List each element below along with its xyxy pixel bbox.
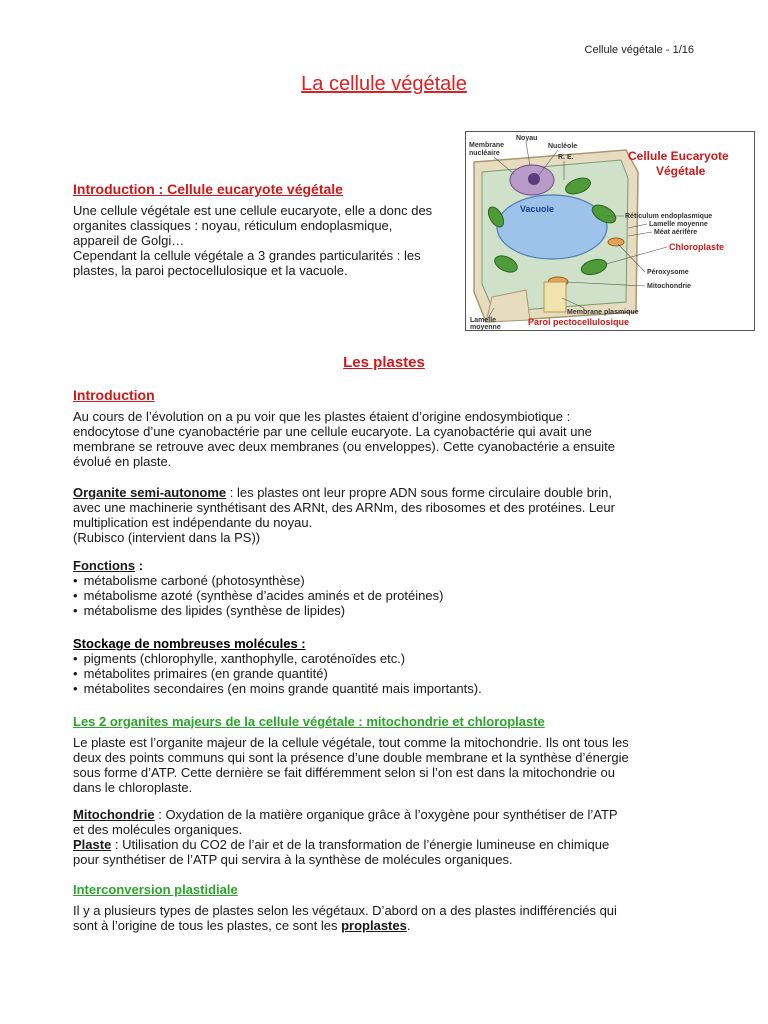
intro-line: Une cellule végétale est une cellule eucaryote, elle a donc des <box>73 203 433 218</box>
proplastes-term: proplastes <box>341 918 407 933</box>
semi-autonome-line: (Rubisco (intervient dans la PS)) <box>73 530 261 545</box>
stockage-item: • métabolites primaires (en grande quantité) <box>73 666 693 681</box>
organites-line: Le plaste est l’organite majeur de la cellule végétale, tout comme la mitochondrie. Ils ont tous les <box>73 735 629 750</box>
label-re: R. E. <box>558 154 574 161</box>
label-mitochondrie: Mitochondrie <box>647 283 691 290</box>
intro-line: plastes, la paroi pectocellulosique et la vacuole. <box>73 263 348 278</box>
fonctions-heading-suffix: : <box>135 558 144 573</box>
fonctions-list <box>73 573 693 618</box>
membrane-plasmique-shape <box>544 282 566 312</box>
fonctions-item: • métabolisme des lipides (synthèse de lipides) <box>73 603 693 618</box>
label-noyau: Noyau <box>516 135 538 142</box>
intro-line: organites classiques : noyau, réticulum endoplasmique, <box>73 218 393 233</box>
stockage-heading: Stockage de nombreuses molécules : <box>73 636 306 651</box>
stockage-item: • métabolites secondaires (en moins grande quantité mais importants). <box>73 681 693 696</box>
stockage-section <box>73 636 693 696</box>
mito-plaste-section <box>73 807 713 867</box>
mito-line: et des molécules organiques. <box>73 822 243 837</box>
label-lamelle-r: Lamelle moyenne <box>649 221 708 228</box>
fonctions-item: • métabolisme carboné (photosynthèse) <box>73 573 693 588</box>
semi-autonome-term: Organite semi-autonome <box>73 485 227 500</box>
organites-line: sous forme d’ATP. Cette dernière se fait différemment selon si l’on est dans la mitochondrie ou <box>73 765 615 780</box>
label-membrane-plasmique: Membrane plasmique <box>567 309 639 316</box>
semi-autonome-first-line <box>73 485 693 500</box>
intro-line: appareil de Golgi… <box>73 233 185 248</box>
plaste-term: Plaste <box>73 837 112 852</box>
label-reticulum: Réticulum endoplasmique <box>625 213 713 220</box>
mito-text: : Oxydation de la matière organique grâce à l’oxygène pour synthétiser de l’ATP <box>154 807 618 822</box>
interconversion-end: . <box>406 918 411 933</box>
interconversion-line-2 <box>73 918 713 933</box>
organites-heading: Les 2 organites majeurs de la cellule végétale : mitochondrie et chloroplaste <box>73 714 545 729</box>
nucleolus-shape <box>528 173 540 185</box>
plastes-intro-heading: Introduction <box>73 387 155 403</box>
label-lamelle-l2: moyenne <box>470 324 501 330</box>
label-lamelle-l1: Lamelle <box>470 317 497 324</box>
fonctions-heading-line <box>73 558 693 573</box>
semi-autonome-section <box>73 485 693 545</box>
label-paroi: Paroi pectocellulosique <box>528 317 630 327</box>
organites-section <box>73 714 713 795</box>
figure-title-line2: Végétale <box>656 164 706 178</box>
label-meat: Méat aérifère <box>654 229 698 236</box>
cell-diagram-drawing <box>466 132 754 330</box>
fonctions-heading: Fonctions <box>73 558 136 573</box>
semi-autonome-line: multiplication est indépendante du noyau. <box>73 515 313 530</box>
intro-section <box>73 182 468 278</box>
plaste-line: pour synthétiser de l’ATP qui servira à la synthèse de molécules organiques. <box>73 852 513 867</box>
plastes-intro-section <box>73 388 693 469</box>
label-chloroplaste: Chloroplaste <box>669 242 725 252</box>
interconversion-section <box>73 882 713 933</box>
fonctions-section <box>73 558 693 618</box>
figure-title-line1: Cellule Eucaryote <box>628 149 729 163</box>
intro-heading: Introduction : Cellule eucaryote végétale <box>73 181 343 197</box>
cell-diagram <box>465 131 755 331</box>
plaste-first-line <box>73 837 713 852</box>
mitochondria-shape <box>608 238 624 246</box>
organites-line: dans le chloroplaste. <box>73 780 193 795</box>
stockage-list <box>73 651 693 696</box>
intro-line: Cependant la cellule végétale a 3 grandes particularités : les <box>73 248 421 263</box>
page-reference: Cellule végétale - 1/16 <box>584 44 694 56</box>
label-membrane-1: Membrane <box>469 142 505 149</box>
mito-term: Mitochondrie <box>73 807 155 822</box>
organites-line: deux des points communs qui sont la présence d’une double membrane et la synthèse d’énergie <box>73 750 629 765</box>
label-nucleole: Nucléole <box>548 143 578 150</box>
plastes-intro-line: membrane se retrouve avec deux membranes (ou enveloppes). Cette cyanobactérie a ensuite <box>73 439 615 454</box>
plastes-intro-line: endocytose d’une cyanobactérie par une cellule eucaryote. La cyanobactérie qui avait une <box>73 424 592 439</box>
semi-autonome-line: avec une machinerie synthétisant des ARNt, des ARNm, des ribosomes et des protéines. Leur <box>73 500 615 515</box>
document-title: La cellule végétale <box>301 73 467 95</box>
plastes-intro-line: Au cours de l’évolution on a pu voir que les plastes étaient d’origine endosymbiotique : <box>73 409 571 424</box>
label-peroxysome: Péroxysome <box>647 269 689 276</box>
section-title-plastes: Les plastes <box>343 354 425 371</box>
plaste-text: : Utilisation du CO2 de l’air et de la transformation de l’énergie lumineuse en chimique <box>111 837 610 852</box>
label-vacuole: Vacuole <box>520 204 555 214</box>
mito-first-line <box>73 807 713 822</box>
fonctions-item: • métabolisme azoté (synthèse d’acides aminés et de protéines) <box>73 588 693 603</box>
interconversion-line: Il y a plusieurs types de plastes selon les végétaux. D’abord on a des plastes indifférenciés qui <box>73 903 617 918</box>
interconversion-text: sont à l’origine de tous les plastes, ce sont les <box>73 918 342 933</box>
semi-autonome-text: : les plastes ont leur propre ADN sous forme circulaire double brin, <box>226 485 612 500</box>
stockage-item: • pigments (chlorophylle, xanthophylle, caroténoïdes etc.) <box>73 651 693 666</box>
interconversion-heading: Interconversion plastidiale <box>73 882 238 897</box>
label-membrane-2: nucléaire <box>469 150 500 157</box>
plastes-intro-line: évolué en plaste. <box>73 454 172 469</box>
